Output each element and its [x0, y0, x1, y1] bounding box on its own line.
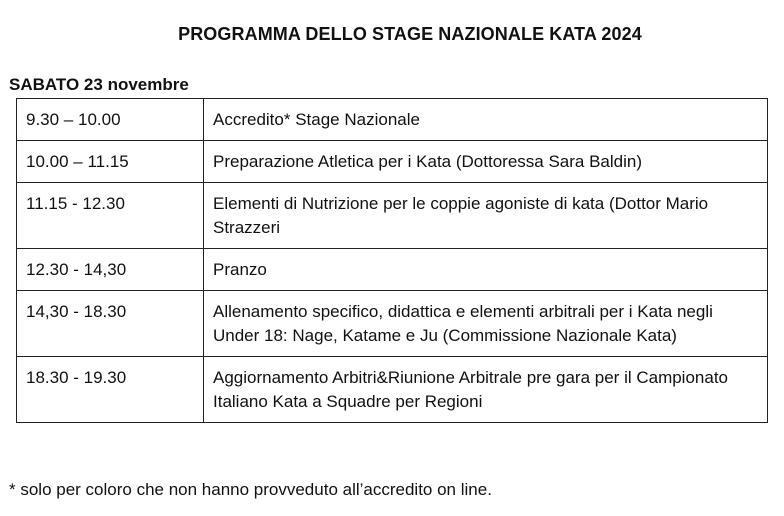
- footnote: * solo per coloro che non hanno provveduto all’accredito on line.: [9, 480, 492, 499]
- table-row: [17, 183, 768, 249]
- time-cell: 18.30 - 19.30: [17, 357, 204, 423]
- time-cell: 14,30 - 18.30: [17, 291, 204, 357]
- time-cell: 10.00 – 11.15: [17, 141, 204, 183]
- activity-cell: Allenamento specifico, didattica e elementi arbitrali per i Kata negli Under 18: Nage, Katame e Ju (Commissione Nazionale Kata): [204, 291, 768, 357]
- activity-cell: Preparazione Atletica per i Kata (Dottoressa Sara Baldin): [204, 141, 768, 183]
- time-cell: 9.30 – 10.00: [17, 99, 204, 141]
- table-row: [17, 291, 768, 357]
- activity-cell: Pranzo: [204, 249, 768, 291]
- activity-cell: Aggiornamento Arbitri&Riunione Arbitrale pre gara per il Campionato Italiano Kata a Squadre per Regioni: [204, 357, 768, 423]
- activity-cell: Accredito* Stage Nazionale: [204, 99, 768, 141]
- activity-cell: Elementi di Nutrizione per le coppie agoniste di kata (Dottor Mario Strazzeri: [204, 183, 768, 249]
- table-row: [17, 141, 768, 183]
- table-row: [17, 99, 768, 141]
- day-heading: SABATO 23 novembre: [9, 75, 189, 94]
- table-row: [17, 357, 768, 423]
- time-cell: 11.15 - 12.30: [17, 183, 204, 249]
- table-row: [17, 249, 768, 291]
- schedule-table: [16, 98, 768, 423]
- time-cell: 12.30 - 14,30: [17, 249, 204, 291]
- page-title: PROGRAMMA DELLO STAGE NAZIONALE KATA 2024: [178, 24, 642, 44]
